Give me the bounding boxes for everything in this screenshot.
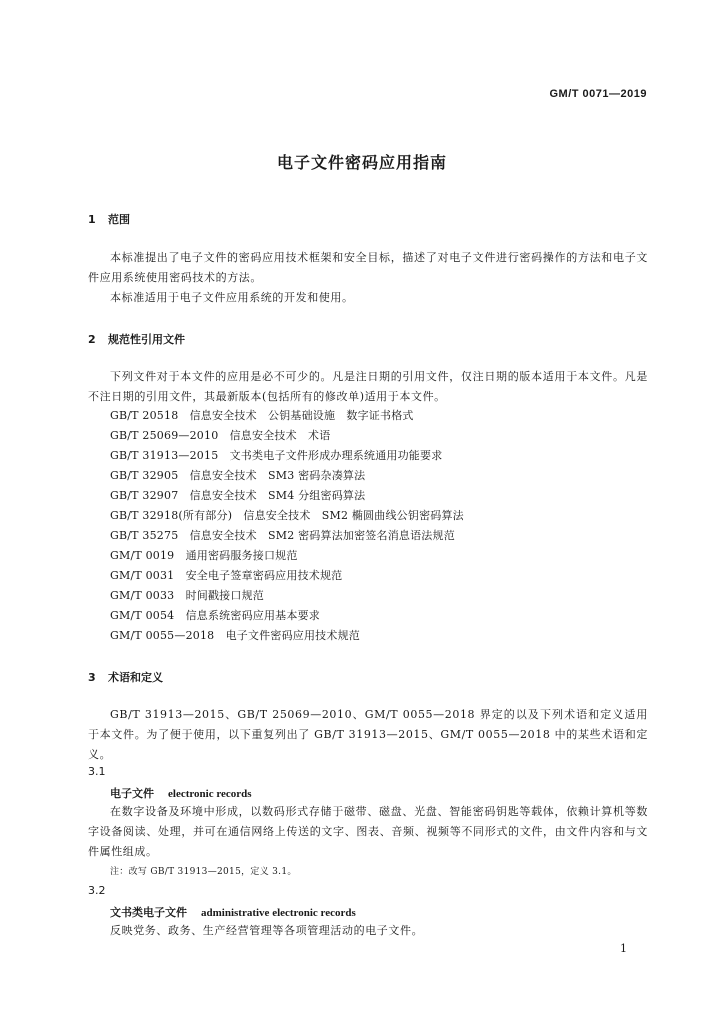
reference-item: GB/T 32905 信息安全技术 SM3 密码杂凑算法 (110, 469, 366, 482)
reference-item: GB/T 35275 信息安全技术 SM2 密码算法加密签名消息语法规范 (110, 529, 455, 542)
term-3-2-number: 3.2 (88, 884, 106, 897)
standard-code: GM/T 0071—2019 (549, 88, 647, 100)
reference-item: GB/T 32907 信息安全技术 SM4 分组密码算法 (110, 489, 366, 502)
section-1-heading (88, 211, 130, 227)
term-3-2-en: administrative electronic records (201, 907, 356, 919)
page-number: 1 (620, 942, 627, 955)
section-2-number: 2 (88, 333, 96, 346)
section-3-heading (88, 669, 163, 685)
document-title: 电子文件密码应用指南 (276, 153, 447, 172)
terms-intro: GB/T 31913—2015、GB/T 25069—2010、GM/T 0055—2018 界定的以及下列术语和定义适用于本文件。为了便于使用，以下重复列出了 GB/T 31913—2015、GM/T 0055—2018 中的某些术语和定义。 (88, 708, 648, 761)
reference-item: GM/T 0031 安全电子签章密码应用技术规范 (110, 569, 343, 582)
term-3-1-heading (110, 785, 252, 801)
term-3-1-number: 3.1 (88, 765, 106, 778)
term-3-1-en: electronic records (168, 788, 252, 800)
scope-paragraph-2: 本标准适用于电子文件应用系统的开发和使用。 (110, 291, 354, 304)
reference-item: GM/T 0033 时间戳接口规范 (110, 589, 264, 602)
reference-item: GM/T 0054 信息系统密码应用基本要求 (110, 609, 320, 622)
term-3-1-zh: 电子文件 (110, 787, 154, 800)
section-3-title: 术语和定义 (108, 671, 163, 684)
reference-item: GB/T 25069—2010 信息安全技术 术语 (110, 429, 331, 442)
term-3-2-heading (110, 904, 356, 920)
reference-item: GB/T 32918(所有部分) 信息安全技术 SM2 椭圆曲线公钥密码算法 (110, 509, 464, 522)
reference-item: GM/T 0019 通用密码服务接口规范 (110, 549, 298, 562)
section-1-title: 范围 (108, 213, 130, 226)
section-3-number: 3 (88, 671, 96, 684)
term-3-2-zh: 文书类电子文件 (110, 906, 187, 919)
reference-item: GM/T 0055—2018 电子文件密码应用技术规范 (110, 629, 360, 642)
term-3-1-definition: 在数字设备及环境中形成，以数码形式存储于磁带、磁盘、光盘、智能密码钥匙等载体，依赖计算机等数字设备阅读、处理，并可在通信网络上传送的文字、图表、音频、视频等不同形式的文件，由文件内容和与文件属性组成。 (88, 805, 648, 858)
term-3-1-note: 注：改写 GB/T 31913—2015，定义 3.1。 (110, 867, 297, 877)
section-2-heading (88, 331, 185, 347)
reference-item: GB/T 20518 信息安全技术 公钥基础设施 数字证书格式 (110, 409, 414, 422)
reference-item: GB/T 31913—2015 文书类电子文件形成办理系统通用功能要求 (110, 449, 443, 462)
section-2-title: 规范性引用文件 (108, 333, 185, 346)
section-1-number: 1 (88, 213, 96, 226)
scope-paragraph-1: 本标准提出了电子文件的密码应用技术框架和安全目标，描述了对电子文件进行密码操作的方法和电子文件应用系统使用密码技术的方法。 (88, 251, 648, 284)
term-3-2-definition: 反映党务、政务、生产经营管理等各项管理活动的电子文件。 (110, 924, 424, 937)
references-intro: 下列文件对于本文件的应用是必不可少的。凡是注日期的引用文件，仅注日期的版本适用于本文件。凡是不注日期的引用文件，其最新版本(包括所有的修改单)适用于本文件。 (88, 370, 648, 403)
